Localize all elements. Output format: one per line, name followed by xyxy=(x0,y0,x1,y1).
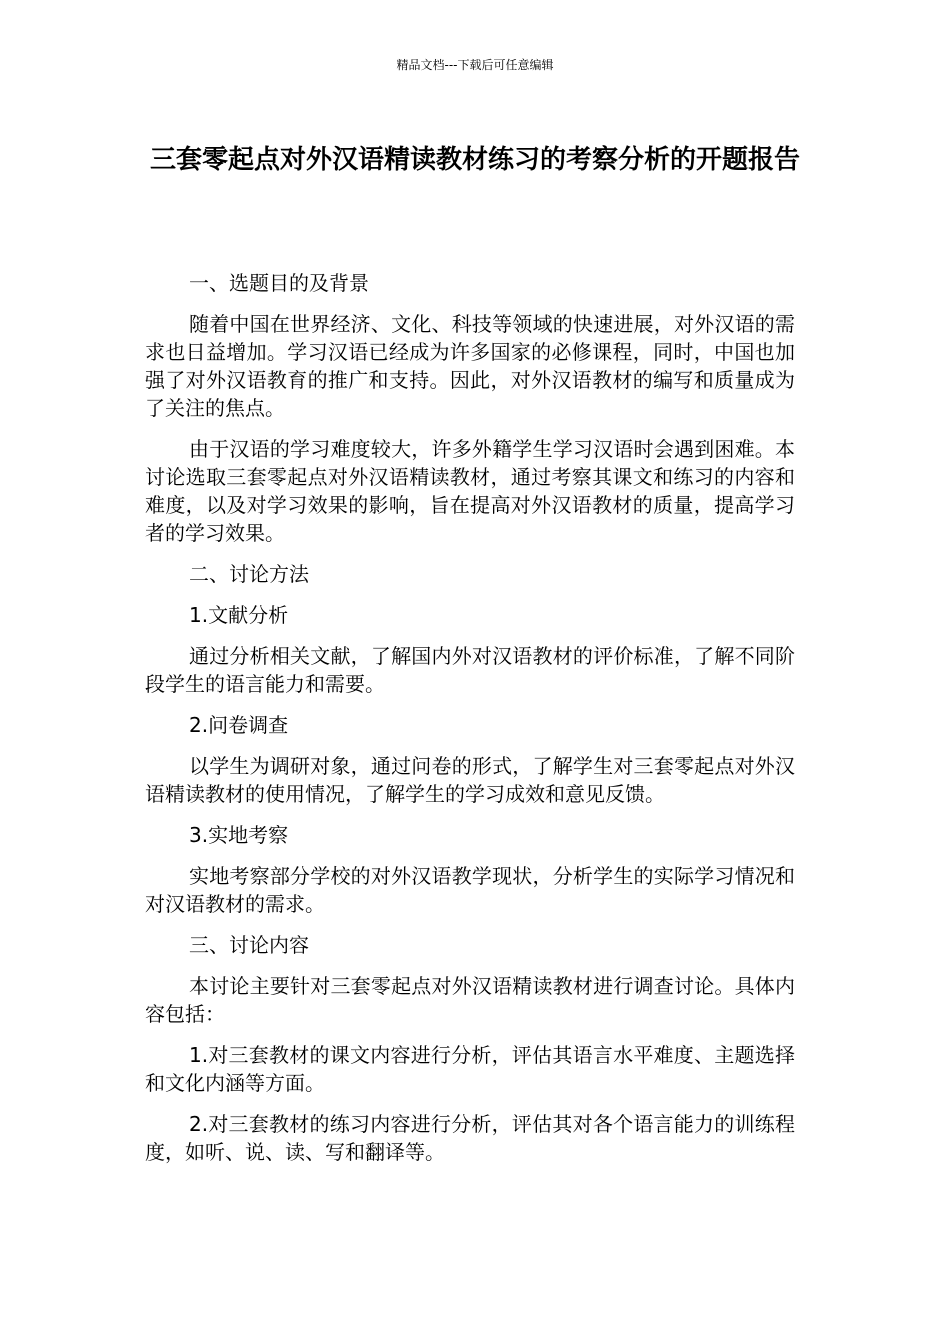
section-heading-content: 三、讨论内容 xyxy=(189,933,309,957)
body-paragraph: 本讨论主要针对三套零起点对外汉语精读教材进行调查讨论。具体内容包括： xyxy=(145,974,795,1026)
subheading-literature-analysis: 1.文献分析 xyxy=(189,603,289,627)
list-item: 1.对三套教材的课文内容进行分析，评估其语言水平难度、主题选择和文化内涵等方面。 xyxy=(145,1043,795,1095)
body-paragraph: 由于汉语的学习难度较大，许多外籍学生学习汉语时会遇到困难。本讨论选取三套零起点对外汉语精读教材，通过考察其课文和练习的内容和难度，以及对学习效果的影响，旨在提高对外汉语教材的质量，提高学习者的学习效果。 xyxy=(145,437,795,545)
document-body xyxy=(145,269,795,1179)
body-paragraph: 以学生为调研对象，通过问卷的形式，了解学生对三套零起点对外汉语精读教材的使用情况，了解学生的学习成效和意见反馈。 xyxy=(145,754,795,806)
section-heading-methods: 二、讨论方法 xyxy=(189,562,309,586)
body-paragraph: 随着中国在世界经济、文化、科技等领域的快速进展，对外汉语的需求也日益增加。学习汉语已经成为许多国家的必修课程，同时，中国也加强了对外汉语教育的推广和支持。因此，对外汉语教材的编写和质量成为了关注的焦点。 xyxy=(145,312,795,420)
list-item: 2.对三套教材的练习内容进行分析，评估其对各个语言能力的训练程度，如听、说、读、写和翻译等。 xyxy=(145,1112,795,1164)
body-paragraph: 通过分析相关文献，了解国内外对汉语教材的评价标准，了解不同阶段学生的语言能力和需要。 xyxy=(145,644,795,696)
header-note: 精品文档---下载后可任意编辑 xyxy=(396,58,554,72)
section-heading-background: 一、选题目的及背景 xyxy=(189,271,369,295)
document-title: 三套零起点对外汉语精读教材练习的考察分析的开题报告 xyxy=(149,145,800,175)
body-paragraph: 实地考察部分学校的对外汉语教学现状，分析学生的实际学习情况和对汉语教材的需求。 xyxy=(145,864,795,916)
subheading-questionnaire: 2.问卷调查 xyxy=(189,713,289,737)
subheading-field-study: 3.实地考察 xyxy=(189,823,289,847)
